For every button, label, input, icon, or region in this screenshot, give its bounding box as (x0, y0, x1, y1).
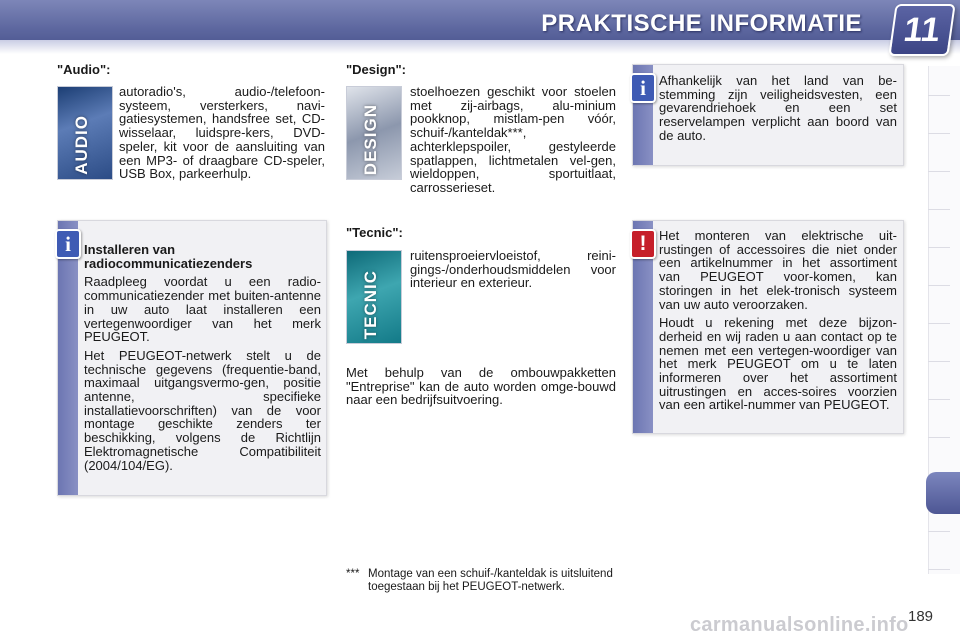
design-text: stoelhoezen geschikt voor stoelen met zij-airbags, alu-minium pookknop, mistlam-pen vóór, schuif-/kanteldak***, achterklepspoiler, gestyleerde spatlappen, lichtmetalen vel-gen, wieldoppen, sportuitlaat, carrosserieset. (410, 84, 616, 195)
warning-box-content (659, 229, 897, 417)
design-thumbnail (346, 86, 402, 180)
footnote-marker: *** (346, 568, 360, 580)
info-box-bar (58, 221, 78, 495)
info-box-left (57, 220, 327, 496)
tab-divider (928, 437, 950, 438)
chapter-tab-active[interactable] (926, 472, 960, 514)
audio-heading: "Audio": (57, 62, 111, 77)
footnote-text: Montage van een schuif-/kanteldak is uitsluitend toegestaan bij het PEUGEOT-netwerk. (368, 568, 613, 593)
info-box-right (632, 64, 904, 166)
tab-divider (928, 569, 950, 570)
audio-text: autoradio's, audio-/telefoon-systeem, versterkers, navi-gatiesystemen, handsfree set, CD-wisselaar, luidspre-kers, DVD-speler, kit voor de aansluiting van een MP3- of draagbare CD-speler, USB Box, parkeerhulp. (119, 84, 325, 182)
design-heading: "Design": (346, 62, 406, 77)
tecnic-thumbnail (346, 250, 402, 344)
tab-divider (928, 209, 950, 210)
tab-divider (928, 171, 950, 172)
tab-divider (928, 531, 950, 532)
tab-divider (928, 361, 950, 362)
tab-divider (928, 247, 950, 248)
info-box-left-paragraph: Het PEUGEOT-netwerk stelt u de technische gegevens (frequentie-band, maximaal uitgangsvermo-gen, positie antenne, specifieke installatievoorschriften) van de voor montage geschikte zenders ter beschikking, volgens de Richtlijn Elektromagnetische Compatibiliteit (2004/104/EG). (84, 347, 321, 473)
page-title: PRAKTISCHE INFORMATIE (541, 10, 862, 37)
watermark: carmanualsonline.info (690, 614, 909, 636)
info-icon: i (630, 73, 656, 103)
header-swoosh (0, 40, 960, 54)
page-number: 189 (908, 608, 934, 625)
warning-box-paragraph: Het monteren van elektrische uit-rustingen of accessoires die niet onder een artikelnummer in het assortiment van PEUGEOT voor-komen, kan storingen in het elek-tronisch systeem van uw auto veroorzaken. (659, 228, 897, 312)
tecnic-text: ruitensproeiervloeistof, reini-gings-/onderhoudsmiddelen voor interieur en exterieur. (410, 248, 616, 291)
tecnic-heading: "Tecnic": (346, 225, 403, 240)
tab-divider (928, 323, 950, 324)
chapter-number-badge: 11 (888, 4, 955, 56)
tab-divider (928, 285, 950, 286)
warning-icon: ! (630, 229, 656, 259)
tab-divider (928, 399, 950, 400)
info-box-right-text: Afhankelijk van het land van be-stemming zijn veiligheidsvesten, een gevarendriehoek en een set reservelampen verplicht aan boord van de auto. (659, 73, 897, 143)
info-box-left-paragraph: Raadpleeg voordat u een radio-communicatiezender met buiten-antenne in uw auto laat installeren een vertegenwoordiger van het merk PEUGEOT. (84, 274, 321, 345)
tab-divider (928, 133, 950, 134)
entreprise-text: Met behulp van de ombouwpakketten "Entreprise" kan de auto worden omge-bouwd naar een bedrijfsuitvoering. (346, 365, 616, 408)
warning-box (632, 220, 904, 434)
audio-thumbnail-label: AUDIO (72, 115, 91, 175)
info-box-left-content (84, 243, 321, 477)
info-icon: i (55, 229, 81, 259)
tecnic-thumbnail-label: TECNIC (361, 269, 380, 339)
audio-thumbnail (57, 86, 113, 180)
info-box-left-title: Installeren van radiocommunicatiezenders (84, 242, 253, 271)
design-thumbnail-label: DESIGN (361, 103, 380, 175)
tab-divider (928, 95, 950, 96)
warning-box-paragraph: Houdt u rekening met deze bijzon-derheid en wij raden u aan contact op te nemen met een vertegen-woordiger van het merk PEUGEOT om u te laten informeren over het assortiment uitrustingen en acces-soires voorzien van een artikel-nummer van PEUGEOT. (659, 315, 897, 413)
